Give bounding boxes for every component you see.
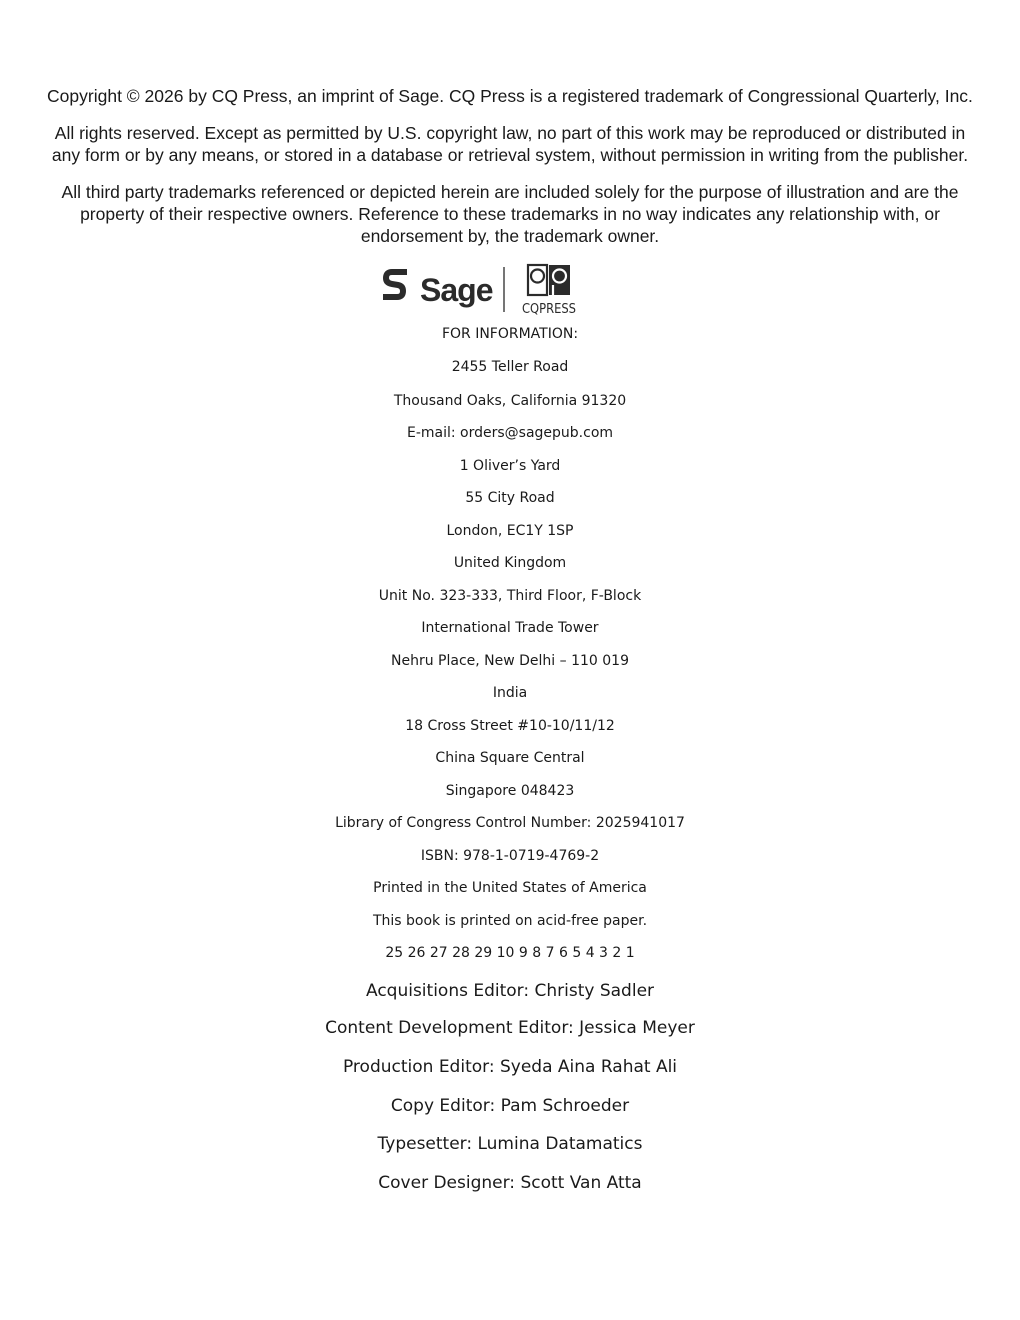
rights-reserved-notice: All rights reserved. Except as permitted by U.S. copyright law, no part of this work may be reproduced or distributed in any form or by any means, or stored in a database or retrieval system, without permission in writing from the publisher. <box>51 123 969 165</box>
publisher-logos-graphic <box>380 262 640 318</box>
info-heading: FOR INFORMATION: <box>441 326 579 342</box>
printing-number-line: 25 26 27 28 29 10 9 8 7 6 5 4 3 2 1 <box>385 945 635 961</box>
info-line-email: E-mail: orders@sagepub.com <box>406 425 614 441</box>
info-line: 1 Oliver’s Yard <box>459 458 561 474</box>
lccn-line: Library of Congress Control Number: 2025941017 <box>335 815 685 831</box>
info-line: Singapore 048423 <box>445 783 575 799</box>
info-line: China Square Central <box>435 750 585 766</box>
info-line: Unit No. 323-333, Third Floor, F-Block <box>378 588 642 604</box>
credit-typesetter: Typesetter: Lumina Datamatics <box>377 1134 643 1154</box>
cqpress-logo <box>522 265 576 317</box>
credit-content-development-editor: Content Development Editor: Jessica Meyer <box>325 1018 695 1038</box>
isbn-line: ISBN: 978-1-0719-4769-2 <box>420 848 600 864</box>
sage-logo <box>386 266 493 308</box>
cqpress-logo-text: CQPRESS <box>522 302 576 317</box>
info-line: London, EC1Y 1SP <box>446 523 574 539</box>
printed-in-line: Printed in the United States of America <box>373 880 647 896</box>
sage-logo-text: Sage <box>420 272 493 308</box>
credit-copy-editor: Copy Editor: Pam Schroeder <box>390 1096 630 1116</box>
info-line: United Kingdom <box>453 555 567 571</box>
info-line: International Trade Tower <box>421 620 599 636</box>
paper-line: This book is printed on acid-free paper. <box>372 913 648 929</box>
info-line: 55 City Road <box>465 490 555 506</box>
info-line: 18 Cross Street #10-10/11/12 <box>405 718 615 734</box>
info-line: Thousand Oaks, California 91320 <box>393 393 627 409</box>
info-line: 2455 Teller Road <box>451 359 569 375</box>
credit-acquisitions-editor: Acquisitions Editor: Christy Sadler <box>365 981 655 1001</box>
trademark-notice: All third party trademarks referenced or depicted herein are included solely for the purpose of illustration and are the property of their respective owners. Reference to these trademarks in no way indicates any relationship with, or endorsement by, the trademark owner. <box>61 182 959 246</box>
publisher-logos <box>380 262 640 318</box>
copyright-notice: Copyright © 2026 by CQ Press, an imprint of Sage. CQ Press is a registered trademark of Congressional Quarterly, Inc. <box>47 86 973 106</box>
info-line: India <box>492 685 528 701</box>
credit-cover-designer: Cover Designer: Scott Van Atta <box>378 1173 642 1193</box>
credit-production-editor: Production Editor: Syeda Aina Rahat Ali <box>342 1057 678 1077</box>
info-line: Nehru Place, New Delhi – 110 019 <box>391 653 629 669</box>
